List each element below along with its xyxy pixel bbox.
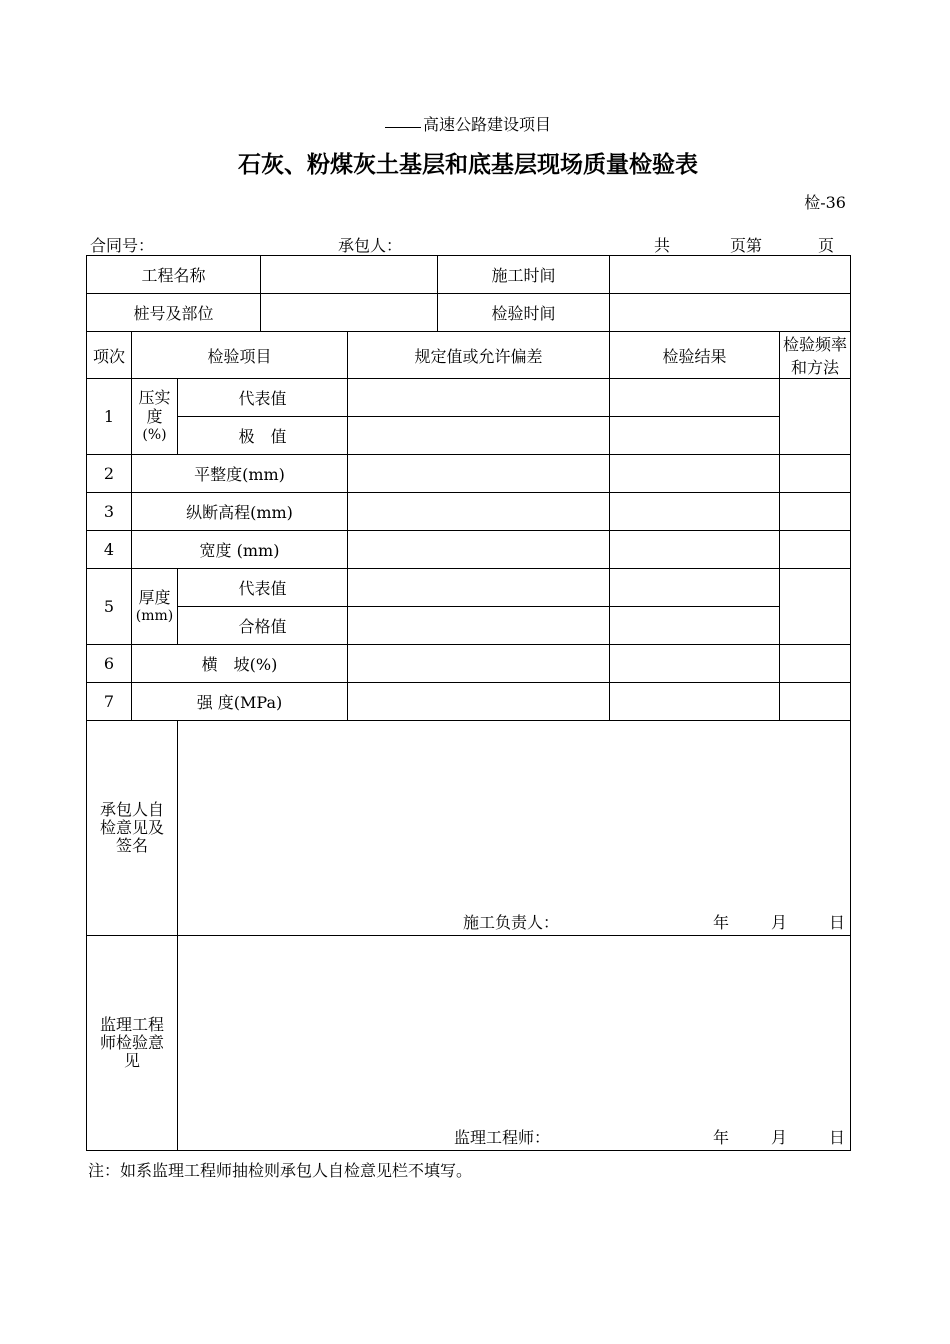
row-5b-result[interactable] — [610, 607, 780, 645]
row-6-method[interactable] — [780, 645, 851, 683]
row-2 — [87, 455, 851, 493]
row-2-name: 平整度(mm) — [132, 455, 348, 493]
row-7-name: 强 度(MPa) — [132, 683, 348, 721]
footnote: 注：如系监理工程师抽检则承包人自检意见栏不填写。 — [88, 1161, 473, 1180]
row-6-no: 6 — [87, 645, 132, 683]
supervisor-month-label: 月 — [771, 1128, 788, 1147]
project-line — [0, 112, 936, 135]
row-3-method[interactable] — [780, 493, 851, 531]
row-5a — [87, 569, 851, 607]
station-field[interactable] — [261, 294, 438, 332]
contractor-opinion-row — [87, 721, 851, 936]
total-pages-label: 共 — [654, 236, 671, 255]
row-2-result[interactable] — [610, 455, 780, 493]
form-title: 石灰、粉煤灰土基层和底基层现场质量检验表 — [238, 151, 698, 178]
supervisor-signer-label: 监理工程师： — [454, 1128, 551, 1147]
row-4-spec[interactable] — [348, 531, 610, 569]
row-2-no: 2 — [87, 455, 132, 493]
project-name-field[interactable] — [261, 256, 438, 294]
row-5b-spec[interactable] — [348, 607, 610, 645]
row-5a-spec[interactable] — [348, 569, 610, 607]
row-3-result[interactable] — [610, 493, 780, 531]
row-4-no: 4 — [87, 531, 132, 569]
inspection-time-label: 检验时间 — [438, 294, 610, 332]
col-method: 检验频率和方法 — [780, 332, 851, 379]
supervisor-year-label: 年 — [713, 1128, 730, 1147]
inspection-time-field[interactable] — [610, 294, 851, 332]
row-1a-spec[interactable] — [348, 379, 610, 417]
row-6-result[interactable] — [610, 645, 780, 683]
supervisor-label-line-1: 监理工程 — [99, 1015, 164, 1034]
row-1-name-main: 压实度 — [138, 388, 171, 426]
row-6-spec[interactable] — [348, 645, 610, 683]
row-1-name — [132, 379, 178, 455]
form-code: 检-36 — [804, 193, 846, 212]
row-2-spec[interactable] — [348, 455, 610, 493]
row-1-sub-1: 代表值 — [178, 379, 348, 417]
row-5-name — [132, 569, 178, 645]
row-1-sub-2: 极 值 — [178, 417, 348, 455]
col-no: 项次 — [87, 332, 132, 379]
supervisor-label-line-3: 见 — [123, 1051, 140, 1070]
supervisor-opinion-field[interactable] — [178, 936, 851, 1151]
row-4-name: 宽度 (mm) — [132, 531, 348, 569]
column-header-row — [87, 332, 851, 379]
row-2-method[interactable] — [780, 455, 851, 493]
project-name-blank[interactable] — [385, 127, 421, 128]
info-row-2 — [87, 294, 851, 332]
inspection-table — [86, 255, 851, 1151]
construction-time-label: 施工时间 — [438, 256, 610, 294]
info-row-1 — [87, 256, 851, 294]
supervisor-day-label: 日 — [829, 1128, 846, 1147]
supervisor-signature-line — [178, 1126, 850, 1148]
row-7-result[interactable] — [610, 683, 780, 721]
contract-label: 合同号： — [90, 236, 155, 255]
row-3-spec[interactable] — [348, 493, 610, 531]
contractor-signer-label: 施工负责人： — [463, 913, 560, 932]
row-5-sub-1: 代表值 — [178, 569, 348, 607]
row-1-name-unit: (%) — [142, 427, 167, 443]
station-label: 桩号及部位 — [87, 294, 261, 332]
row-4-result[interactable] — [610, 531, 780, 569]
row-5-name-main: 厚度 — [138, 587, 171, 607]
row-1b-spec[interactable] — [348, 417, 610, 455]
page-end-label: 页 — [818, 236, 835, 255]
row-6 — [87, 645, 851, 683]
contractor-day-label: 日 — [829, 913, 846, 932]
row-5b — [87, 607, 851, 645]
row-1b-result[interactable] — [610, 417, 780, 455]
row-7 — [87, 683, 851, 721]
page-number-label: 页第 — [730, 236, 763, 255]
row-4-method[interactable] — [780, 531, 851, 569]
row-5a-result[interactable] — [610, 569, 780, 607]
construction-time-field[interactable] — [610, 256, 851, 294]
contractor-label: 承包人： — [338, 236, 403, 255]
row-6-name: 横 坡(%) — [132, 645, 348, 683]
contractor-year-label: 年 — [713, 913, 730, 932]
col-result: 检验结果 — [610, 332, 780, 379]
supervisor-label-line-2: 师检验意 — [99, 1033, 164, 1052]
row-7-spec[interactable] — [348, 683, 610, 721]
row-1a-result[interactable] — [610, 379, 780, 417]
row-4 — [87, 531, 851, 569]
row-7-no: 7 — [87, 683, 132, 721]
contractor-label-line-2: 检意见及 — [99, 818, 164, 837]
contractor-signature-line — [178, 911, 850, 933]
row-5-name-unit: (mm) — [135, 607, 174, 624]
supervisor-opinion-label — [87, 936, 178, 1151]
contractor-label-line-1: 承包人自 — [99, 800, 164, 819]
row-5-no: 5 — [87, 569, 132, 645]
row-1-no: 1 — [87, 379, 132, 455]
col-spec: 规定值或允许偏差 — [348, 332, 610, 379]
row-3-name: 纵断高程(mm) — [132, 493, 348, 531]
row-5-sub-2: 合格值 — [178, 607, 348, 645]
project-name-label: 工程名称 — [87, 256, 261, 294]
row-3-no: 3 — [87, 493, 132, 531]
contractor-opinion-field[interactable] — [178, 721, 851, 936]
col-item: 检验项目 — [132, 332, 348, 379]
row-7-method[interactable] — [780, 683, 851, 721]
row-1b — [87, 417, 851, 455]
contractor-month-label: 月 — [771, 913, 788, 932]
row-3 — [87, 493, 851, 531]
contractor-label-line-3: 签名 — [115, 836, 148, 855]
row-1a — [87, 379, 851, 417]
project-line-text: 高速公路建设项目 — [422, 115, 551, 134]
supervisor-opinion-row — [87, 936, 851, 1151]
row-1-method[interactable] — [780, 379, 851, 455]
contractor-opinion-label — [87, 721, 178, 936]
row-5-method[interactable] — [780, 569, 851, 645]
